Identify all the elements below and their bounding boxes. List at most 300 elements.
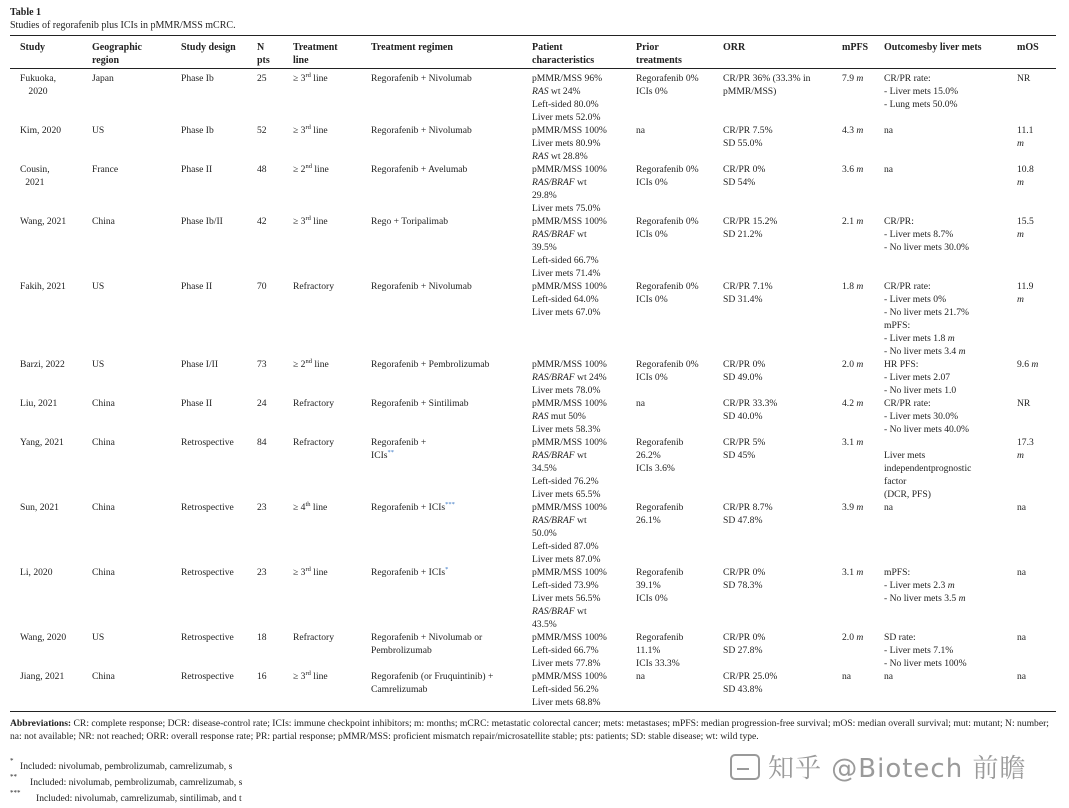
cell-line: Yang, 2021	[20, 437, 64, 448]
cell-regimen	[371, 215, 448, 228]
cell-line: 11.9	[1017, 281, 1034, 292]
cell-liver-outcomes	[884, 670, 893, 683]
cell-line: Regorafenib +	[371, 437, 427, 448]
cell-line: CR/PR rate:	[884, 281, 931, 292]
cell-study	[20, 358, 65, 371]
cell-region	[92, 631, 104, 644]
cell-line: SD 45%	[723, 450, 756, 461]
cell-line: US	[92, 281, 105, 292]
bottom-rule	[10, 711, 1056, 712]
header-mos	[1017, 41, 1039, 54]
cell-line: pMMR/MSS 100%	[532, 567, 607, 578]
header-line: Outcomesby liver mets	[884, 42, 982, 53]
cell-line: 2021	[25, 177, 45, 188]
cell-line: SD 54%	[723, 177, 756, 188]
footnote-2-mark: **	[10, 773, 17, 781]
cell-line: 52	[257, 125, 267, 136]
cell-liver-outcomes	[884, 358, 956, 397]
cell-line: CR/PR 33.3%	[723, 398, 778, 409]
cell-prior-treatments	[636, 163, 699, 189]
cell-line: 17.3	[1017, 437, 1034, 448]
cell-mos	[1017, 631, 1026, 644]
cell-treatment-line	[293, 358, 329, 371]
cell-line: pMMR/MSS)	[723, 86, 777, 97]
cell-line: Regorafenib	[636, 437, 684, 448]
cell-region	[92, 163, 118, 176]
cell-line: Refractory	[293, 632, 335, 643]
cell-line: pMMR/MSS 100%	[532, 164, 607, 175]
cell-line: Liver mets 77.8%	[532, 658, 601, 669]
cell-treatment-line	[293, 280, 334, 293]
header-line: region	[92, 55, 120, 66]
cell-line: 24	[257, 398, 267, 409]
cell-line: ≥ 4th line	[293, 500, 328, 513]
header-prior-treatments	[636, 41, 682, 67]
abbreviations	[10, 717, 1056, 743]
cell-line: 29.8%	[532, 190, 557, 201]
cell-line: pMMR/MSS 100%	[532, 437, 607, 448]
cell-n-pts	[257, 215, 267, 228]
cell-region	[92, 280, 104, 293]
cell-line: Liver mets 80.9%	[532, 138, 601, 149]
cell-orr	[723, 163, 765, 189]
cell-line: Left-sided 64.0%	[532, 294, 599, 305]
cell-line: na	[884, 502, 894, 513]
cell-line: na	[1017, 567, 1027, 578]
cell-mos	[1017, 124, 1033, 150]
cell-line: pMMR/MSS 100%	[532, 359, 607, 370]
cell-line: Liver mets 87.0%	[532, 554, 601, 565]
header-patient-characteristics	[532, 41, 594, 67]
cell-orr	[723, 358, 765, 384]
header-line: mPFS	[842, 42, 869, 53]
cell-line: China	[92, 567, 115, 578]
cell-n-pts	[257, 436, 267, 449]
zhihu-logo-icon	[730, 754, 760, 780]
cell-study	[20, 631, 66, 644]
cell-treatment-line	[293, 436, 334, 449]
cell-line: Liver mets 71.4%	[532, 268, 601, 279]
cell-n-pts	[257, 124, 267, 137]
header-line: Treatment	[293, 42, 338, 53]
cell-line: Regorafenib	[636, 567, 684, 578]
cell-line: 18	[257, 632, 267, 643]
cell-line: 3.1 m	[842, 567, 864, 578]
cell-line: - No liver mets 100%	[884, 658, 967, 669]
cell-design	[181, 215, 223, 228]
cell-region	[92, 215, 115, 228]
cell-prior-treatments	[636, 397, 645, 410]
cell-line: NR	[1017, 73, 1031, 84]
header-line: ORR	[723, 42, 746, 53]
cell-line: US	[92, 359, 105, 370]
header-line: Patient	[532, 42, 563, 53]
cell-line: RAS/BRAF wt	[532, 229, 587, 240]
cell-line: Regorafenib 0%	[636, 216, 699, 227]
cell-treatment-line	[293, 397, 334, 410]
cell-line: Liver mets 52.0%	[532, 112, 601, 123]
cell-line: 23	[257, 567, 267, 578]
cell-line: RAS wt 28.8%	[532, 151, 588, 162]
cell-line: US	[92, 125, 105, 136]
cell-regimen	[371, 72, 472, 85]
cell-line: ICIs 0%	[636, 86, 668, 97]
cell-line: Phase II	[181, 398, 213, 409]
cell-prior-treatments	[636, 72, 699, 98]
cell-region	[92, 566, 115, 579]
cell-line: Regorafenib + ICIs***	[371, 500, 455, 513]
header-line: Study	[20, 42, 46, 53]
cell-line: Left-sided 66.7%	[532, 255, 599, 266]
cell-n-pts	[257, 566, 267, 579]
cell-line: China	[92, 671, 115, 682]
cell-line: 39.1%	[636, 580, 661, 591]
cell-line: 1.8 m	[842, 281, 864, 292]
cell-study	[20, 280, 66, 293]
cell-line: ≥ 2nd line	[293, 357, 329, 370]
cell-line: China	[92, 398, 115, 409]
cell-patient-characteristics	[532, 501, 607, 566]
cell-mpfs	[842, 163, 863, 176]
cell-design	[181, 72, 214, 85]
cell-prior-treatments	[636, 670, 645, 683]
cell-line: CR/PR rate:	[884, 398, 931, 409]
cell-line: CR/PR 5%	[723, 437, 766, 448]
cell-line: RAS mut 50%	[532, 411, 586, 422]
cell-orr	[723, 72, 810, 98]
cell-design	[181, 670, 234, 683]
cell-liver-outcomes	[884, 631, 967, 670]
cell-line: - Lung mets 50.0%	[884, 99, 958, 110]
cell-line: Phase I/II	[181, 359, 219, 370]
cell-line: Japan	[92, 73, 114, 84]
cell-line: 2020	[28, 86, 48, 97]
cell-line: Regorafenib 0%	[636, 359, 699, 370]
cell-mpfs	[842, 124, 863, 137]
cell-line: SD rate:	[884, 632, 916, 643]
cell-line: ≥ 3rd line	[293, 123, 328, 136]
header-line: pts	[257, 55, 270, 66]
cell-line: CR/PR rate:	[884, 73, 931, 84]
cell-liver-outcomes	[884, 124, 893, 137]
cell-line: pMMR/MSS 100%	[532, 281, 607, 292]
cell-prior-treatments	[636, 631, 683, 670]
cell-line: CR/PR 0%	[723, 359, 766, 370]
header-line: characteristics	[532, 55, 595, 66]
cell-orr	[723, 631, 765, 657]
cell-line: pMMR/MSS 100%	[532, 216, 607, 227]
cell-treatment-line	[293, 670, 328, 683]
cell-line: - Liver mets 2.3 m	[884, 580, 955, 591]
cell-mpfs	[842, 631, 863, 644]
cell-line: Regorafenib	[636, 502, 684, 513]
cell-region	[92, 436, 115, 449]
cell-line: m	[1017, 450, 1024, 461]
cell-study	[20, 397, 57, 410]
cell-line: Retrospective	[181, 567, 234, 578]
cell-line: 10.8	[1017, 164, 1034, 175]
cell-patient-characteristics	[532, 163, 607, 215]
cell-line: SD 40.0%	[723, 411, 763, 422]
cell-liver-outcomes	[884, 397, 969, 436]
cell-line: Regorafenib	[636, 632, 684, 643]
cell-line: m	[1017, 229, 1024, 240]
header-regimen	[371, 41, 453, 54]
cell-line: Liver mets 75.0%	[532, 203, 601, 214]
cell-line: 23	[257, 502, 267, 513]
footnote-3: Included: nivolumab, camrelizumab, sintilimab, and t	[36, 793, 242, 804]
cell-study	[20, 72, 56, 98]
header-study	[20, 41, 45, 54]
cell-line: Wang, 2021	[20, 216, 67, 227]
cell-line: ICIs 0%	[636, 372, 668, 383]
cell-line: na	[1017, 632, 1027, 643]
cell-line: Left-sided 56.2%	[532, 684, 599, 695]
cell-patient-characteristics	[532, 124, 607, 163]
cell-liver-outcomes	[884, 163, 893, 176]
cell-line: ICIs**	[371, 448, 395, 461]
abbreviations-label: Abbreviations:	[10, 718, 72, 729]
cell-line: pMMR/MSS 100%	[532, 398, 607, 409]
cell-line: Liver mets 58.3%	[532, 424, 601, 435]
cell-line: ≥ 3rd line	[293, 669, 328, 682]
cell-line: Sun, 2021	[20, 502, 59, 513]
header-line: N	[257, 42, 265, 53]
cell-design	[181, 436, 234, 449]
cell-orr	[723, 397, 777, 423]
cell-line: 11.1	[1017, 125, 1034, 136]
cell-regimen	[371, 501, 455, 514]
cell-line: Regorafenib + Nivolumab or	[371, 632, 483, 643]
cell-line: CR/PR 7.1%	[723, 281, 773, 292]
cell-line: RAS wt 24%	[532, 86, 581, 97]
cell-line: 34.5%	[532, 463, 557, 474]
cell-line: na	[636, 125, 646, 136]
header-region	[92, 41, 142, 67]
cell-line: - Liver mets 15.0%	[884, 86, 959, 97]
table-caption: Studies of regorafenib plus ICIs in pMMR/MSS mCRC.	[10, 20, 236, 31]
cell-line: independentprognostic	[884, 463, 972, 474]
cell-line: 3.9 m	[842, 502, 864, 513]
cell-line: na	[884, 671, 894, 682]
cell-line: RAS/BRAF wt 24%	[532, 372, 607, 383]
cell-line: ≥ 3rd line	[293, 214, 328, 227]
cell-line: - Liver mets 8.7%	[884, 229, 954, 240]
cell-line: CR/PR 0%	[723, 164, 766, 175]
cell-mpfs	[842, 501, 863, 514]
cell-study	[20, 566, 53, 579]
cell-treatment-line	[293, 163, 329, 176]
cell-line: na	[842, 671, 852, 682]
cell-treatment-line	[293, 124, 328, 137]
cell-line: Regorafenib 0%	[636, 164, 699, 175]
cell-patient-characteristics	[532, 280, 607, 319]
cell-prior-treatments	[636, 436, 683, 475]
cell-line: US	[92, 632, 105, 643]
cell-line: mPFS:	[884, 320, 911, 331]
cell-line: m	[1017, 294, 1024, 305]
cell-line: HR PFS:	[884, 359, 919, 370]
cell-line: - Liver mets 2.07	[884, 372, 951, 383]
cell-line: Retrospective	[181, 437, 234, 448]
cell-line: ICIs 33.3%	[636, 658, 680, 669]
cell-line: Li, 2020	[20, 567, 53, 578]
cell-line: Liver mets	[884, 450, 926, 461]
cell-line: - No liver mets 21.7%	[884, 307, 969, 318]
cell-orr	[723, 566, 765, 592]
cell-line: Regorafenib (or Fruquintinib) +	[371, 671, 494, 682]
top-rule	[10, 35, 1056, 36]
cell-orr	[723, 215, 777, 241]
cell-line: China	[92, 502, 115, 513]
cell-study	[20, 215, 66, 228]
cell-n-pts	[257, 280, 267, 293]
cell-study	[20, 124, 61, 137]
cell-regimen	[371, 670, 493, 696]
cell-mpfs	[842, 215, 863, 228]
cell-line: Liver mets 65.5%	[532, 489, 601, 500]
cell-liver-outcomes	[884, 566, 966, 605]
header-treatment-line	[293, 41, 338, 67]
cell-line: Barzi, 2022	[20, 359, 65, 370]
cell-line: Kim, 2020	[20, 125, 62, 136]
watermark-text: 知乎 @Biotech 前瞻	[768, 754, 1027, 784]
cell-n-pts	[257, 397, 267, 410]
cell-mos	[1017, 358, 1038, 371]
cell-line: 4.3 m	[842, 125, 864, 136]
cell-mos	[1017, 397, 1030, 410]
cell-patient-characteristics	[532, 670, 607, 709]
header-design	[181, 41, 236, 54]
cell-prior-treatments	[636, 280, 699, 306]
cell-line: CR/PR 0%	[723, 632, 766, 643]
cell-study	[20, 163, 50, 189]
cell-line: SD 27.8%	[723, 645, 763, 656]
cell-treatment-line	[293, 72, 328, 85]
cell-line: SD 31.4%	[723, 294, 763, 305]
cell-orr	[723, 436, 765, 462]
cell-line: ICIs 0%	[636, 177, 668, 188]
cell-line: CR/PR 7.5%	[723, 125, 773, 136]
cell-line: - Liver mets 7.1%	[884, 645, 954, 656]
cell-design	[181, 566, 234, 579]
cell-line: 11.1%	[636, 645, 661, 656]
cell-design	[181, 358, 218, 371]
cell-line: 73	[257, 359, 267, 370]
cell-line: Phase Ib/II	[181, 216, 223, 227]
footnote-1-mark: *	[10, 757, 14, 765]
cell-line: Regorafenib + Nivolumab	[371, 125, 472, 136]
footnote-2: Included: nivolumab, pembrolizumab, camrelizumab, s	[30, 777, 243, 788]
cell-line: China	[92, 437, 115, 448]
cell-line: Phase II	[181, 164, 213, 175]
cell-patient-characteristics	[532, 436, 607, 501]
cell-line: CR/PR 15.2%	[723, 216, 778, 227]
cell-line: SD 49.0%	[723, 372, 763, 383]
cell-line: Liver mets 68.8%	[532, 697, 601, 708]
cell-design	[181, 163, 212, 176]
cell-line: China	[92, 216, 115, 227]
cell-line: RAS/BRAF wt	[532, 515, 587, 526]
cell-prior-treatments	[636, 566, 683, 605]
cell-orr	[723, 670, 777, 696]
abbreviations-text: CR: complete response; DCR: disease-control rate; ICIs: immune checkpoint inhibitors; m: months; mCRC: metastatic colorectal cancer; mets: metastases; mPFS: median progression-free survival; mOS: median overall survival; mut: mutant; N: number; na: not available; NR: not reached; ORR: overall response rate; PR: partial response; pMMR/MSS: proficient mismatch repair/microsatellite stable; pts: patients; SD: stable disease; wt: wild type.	[10, 718, 1049, 742]
cell-line: RAS/BRAF wt	[532, 606, 587, 617]
cell-n-pts	[257, 501, 267, 514]
cell-line: Regorafenib + Pembrolizumab	[371, 359, 490, 370]
cell-patient-characteristics	[532, 72, 602, 124]
cell-line: Left-sided 87.0%	[532, 541, 599, 552]
cell-line: Left-sided 80.0%	[532, 99, 599, 110]
cell-line: na	[1017, 671, 1027, 682]
cell-regimen	[371, 397, 469, 410]
header-n-pts	[257, 41, 270, 67]
cell-line: pMMR/MSS 100%	[532, 671, 607, 682]
cell-line: Liver mets 56.5%	[532, 593, 601, 604]
header-line: Prior	[636, 42, 659, 53]
watermark	[730, 748, 1026, 785]
cell-patient-characteristics	[532, 566, 607, 631]
cell-liver-outcomes	[884, 280, 969, 358]
header-line: line	[293, 55, 309, 66]
cell-line: - No liver mets 30.0%	[884, 242, 969, 253]
cell-line: 9.6 m	[1017, 359, 1039, 370]
cell-liver-outcomes	[884, 215, 969, 254]
cell-line: 2.1 m	[842, 216, 864, 227]
cell-line: ICIs 0%	[636, 229, 668, 240]
cell-region	[92, 397, 115, 410]
cell-line: Retrospective	[181, 671, 234, 682]
cell-line: Wang, 2020	[20, 632, 67, 643]
cell-study	[20, 501, 59, 514]
cell-line: Pembrolizumab	[371, 645, 432, 656]
cell-line: - No liver mets 3.4 m	[884, 346, 966, 357]
cell-n-pts	[257, 358, 267, 371]
header-line: Study design	[181, 42, 236, 53]
cell-line: 4.2 m	[842, 398, 864, 409]
cell-mpfs	[842, 397, 863, 410]
cell-line: pMMR/MSS 100%	[532, 632, 607, 643]
header-line: treatments	[636, 55, 682, 66]
cell-line: - No liver mets 3.5 m	[884, 593, 966, 604]
cell-line: na	[1017, 502, 1027, 513]
cell-line: Liu, 2021	[20, 398, 58, 409]
cell-line: RAS/BRAF wt	[532, 450, 587, 461]
cell-line: 43.5%	[532, 619, 557, 630]
cell-line: na	[636, 398, 646, 409]
cell-line: Phase II	[181, 281, 213, 292]
header-line: mOS	[1017, 42, 1039, 53]
cell-region	[92, 670, 115, 683]
cell-patient-characteristics	[532, 397, 607, 436]
cell-treatment-line	[293, 501, 327, 514]
cell-mpfs	[842, 358, 863, 371]
cell-treatment-line	[293, 566, 328, 579]
header-orr	[723, 41, 745, 54]
cell-line: 48	[257, 164, 267, 175]
cell-patient-characteristics	[532, 631, 607, 670]
cell-line: 42	[257, 216, 267, 227]
cell-n-pts	[257, 631, 267, 644]
cell-line: 2.0 m	[842, 359, 864, 370]
cell-line: ≥ 2nd line	[293, 162, 329, 175]
cell-regimen	[371, 358, 489, 371]
cell-line: 39.5%	[532, 242, 557, 253]
cell-study	[20, 670, 64, 683]
cell-prior-treatments	[636, 124, 645, 137]
cell-line: France	[92, 164, 119, 175]
cell-mpfs	[842, 72, 863, 85]
